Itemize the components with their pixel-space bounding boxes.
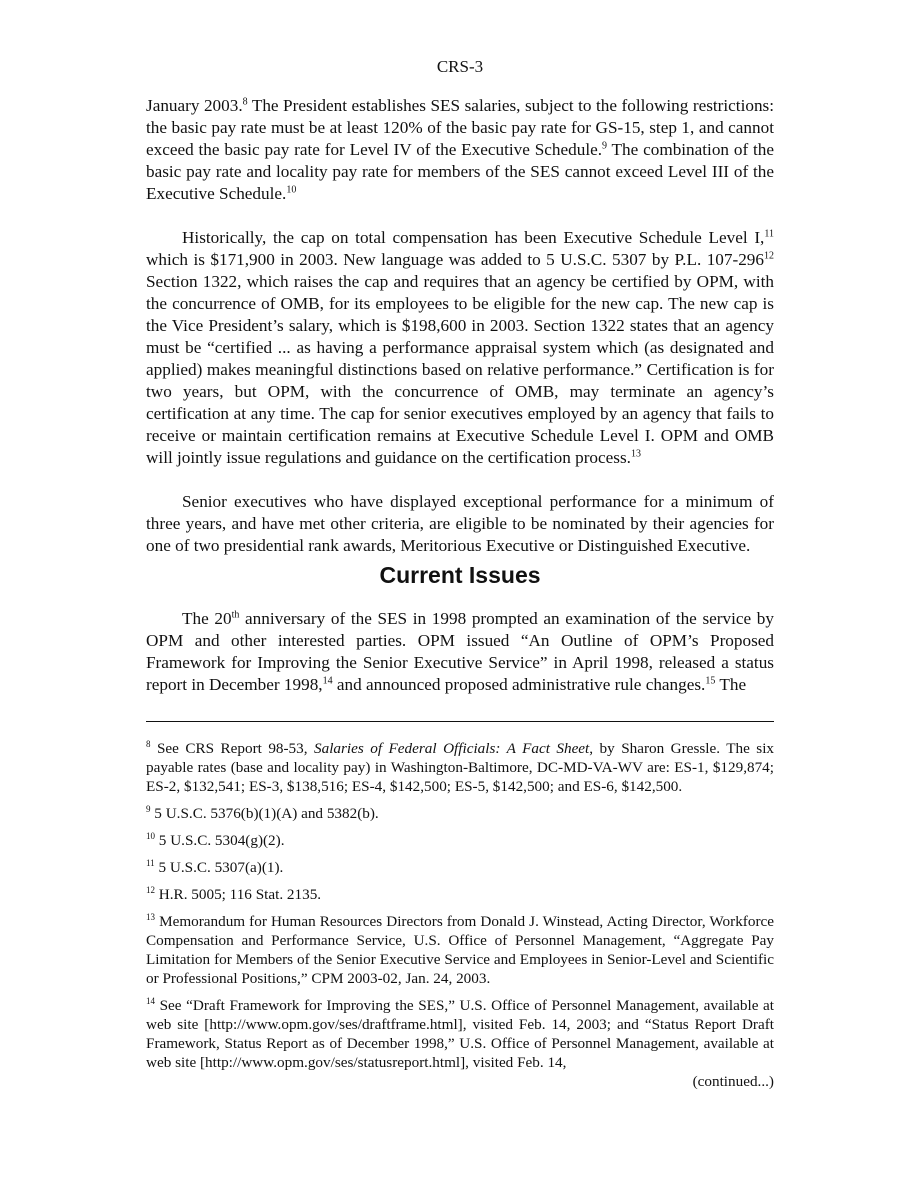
paragraph-text: January 2003. (146, 96, 243, 115)
paragraph-compensation-cap (146, 227, 774, 469)
footnote-number: 14 (146, 995, 155, 1006)
footnote-ref-10[interactable]: 10 (286, 184, 297, 196)
footnote-14 (146, 996, 774, 1072)
paragraph-rank-awards (146, 491, 774, 557)
footnote-number: 12 (146, 884, 155, 895)
footnote-number: 8 (146, 738, 151, 749)
body-text-top (146, 95, 774, 579)
paragraph-text: which is $171,900 in 2003. New language was added to 5 U.S.C. 5307 by P.L. 107-296 (146, 250, 764, 269)
paragraph-text: Historically, the cap on total compensation has been Executive Schedule Level I, (182, 228, 765, 247)
footnote-text: 5 U.S.C. 5307(a)(1). (154, 859, 284, 876)
ordinal-suffix: th (231, 609, 240, 621)
footnote-text: See CRS Report 98-53, (150, 740, 315, 757)
footnote-13 (146, 912, 774, 988)
footnote-text: H.R. 5005; 116 Stat. 2135. (155, 886, 322, 903)
footnote-ref-11[interactable]: 11 (764, 228, 774, 240)
section-heading: Current Issues (379, 562, 541, 588)
footnote-ref-9[interactable]: 9 (602, 140, 608, 152)
footnote-ref-13[interactable]: 13 (630, 448, 641, 460)
footnote-8 (146, 739, 774, 796)
footnote-divider (146, 721, 774, 722)
paragraph-text: The (715, 675, 747, 694)
footnote-ref-15[interactable]: 15 (705, 675, 716, 687)
paragraph-text: Section 1322, which raises the cap and requires that an agency be certified by OPM, with the concurrence of OMB, for its employees to be eligible for the new cap. The new cap is the Vice President’s salary, which is $198,600 in 2003. Section 1322 states that an agency must be “certified ... as having a performance appraisal system which (as designated and applied) makes meaningful distinctions based on relative performance.” Certification is for two years, but OPM, with the concurrence of OMB, may terminate an agency’s certification at any time. The cap for senior executives employed by an agency that fails to receive or maintain certification remains at Executive Schedule Level I. OPM and OMB will jointly issue regulations and guidance on the certification process. (146, 272, 774, 467)
footnote-12 (146, 885, 774, 904)
footnote-number: 13 (146, 911, 155, 922)
footnote-text: , by Sharon Gressle. The six payable rates (base and locality pay) in Washington-Baltimore, DC-MD-VA-WV are: ES-1, $129,874; ES-2, $132,541; ES-3, $138,516; ES-4, $142,500; ES-5, $142,500; and ES-6, $142,500. (146, 740, 775, 795)
footnote-text: See “Draft Framework for Improving the SES,” U.S. Office of Personnel Management, available at web site [http://www.opm.gov/ses/draftframe.html], visited Feb. 14, 2003; and “Status Report Draft Framework, Status Report as of December 1998,” U.S. Office of Personnel Management, available at web site [http://www.opm.gov/ses/statusreport.html], visited Feb. 14, (146, 997, 774, 1071)
paragraph-text: The President establishes SES salaries, subject to the following restrictions: the basic pay rate must be at least 120% of the basic pay rate for GS-15, step 1, and cannot exceed the basic pay rate for Level IV of the Executive Schedule. (146, 96, 775, 159)
footnote-ref-14[interactable]: 14 (322, 675, 333, 687)
paragraph-text: The combination of the basic pay rate and locality pay rate for members of the SES cannot exceed Level III of the Executive Schedule. (146, 140, 774, 203)
continued-marker: (continued...) (692, 1073, 774, 1090)
footnote-ref-8[interactable]: 8 (242, 96, 248, 108)
footnote-number: 10 (146, 830, 155, 841)
footnote-text: 5 U.S.C. 5304(g)(2). (155, 832, 285, 849)
footnote-text: 5 U.S.C. 5376(b)(1)(A) and 5382(b). (150, 805, 379, 822)
paragraph-ses-salaries (146, 95, 774, 205)
body-text-current-issues (146, 608, 774, 696)
footnotes-section (146, 739, 774, 1091)
footnote-ref-12[interactable]: 12 (764, 250, 774, 262)
paragraph-text: The 20 (182, 609, 232, 628)
footnote-11 (146, 858, 774, 877)
paragraph-text: Senior executives who have displayed exceptional performance for a minimum of three years, and have met other criteria, are eligible to be nominated by their agencies for one of two presidential rank awards, Meritorious Executive or Distinguished Executive. (146, 492, 774, 555)
page-number: CRS-3 (436, 57, 484, 76)
paragraph-anniversary (146, 608, 774, 696)
footnote-9 (146, 804, 774, 823)
footnote-number: 11 (146, 857, 155, 868)
footnote-report-title: Salaries of Federal Officials: A Fact Sheet (314, 740, 590, 757)
footnote-number: 9 (146, 803, 151, 814)
footnote-text: Memorandum for Human Resources Directors from Donald J. Winstead, Acting Director, Workforce Compensation and Performance Service, U.S. Office of Personnel Management, “Aggregate Pay Limitation for Members of the Senior Executive Service and Employees in Senior-Level and Scientific or Professional Positions,” CPM 2003-02, Jan. 24, 2003. (146, 913, 774, 987)
footnote-10 (146, 831, 774, 850)
paragraph-text: anniversary of the SES in 1998 prompted an examination of the service by OPM and other interested parties. OPM issued “An Outline of OPM’s Proposed Framework for Improving the Senior Executive Service” in April 1998, released a status report in December 1998, (146, 609, 774, 694)
paragraph-text: and announced proposed administrative rule changes. (332, 675, 706, 694)
